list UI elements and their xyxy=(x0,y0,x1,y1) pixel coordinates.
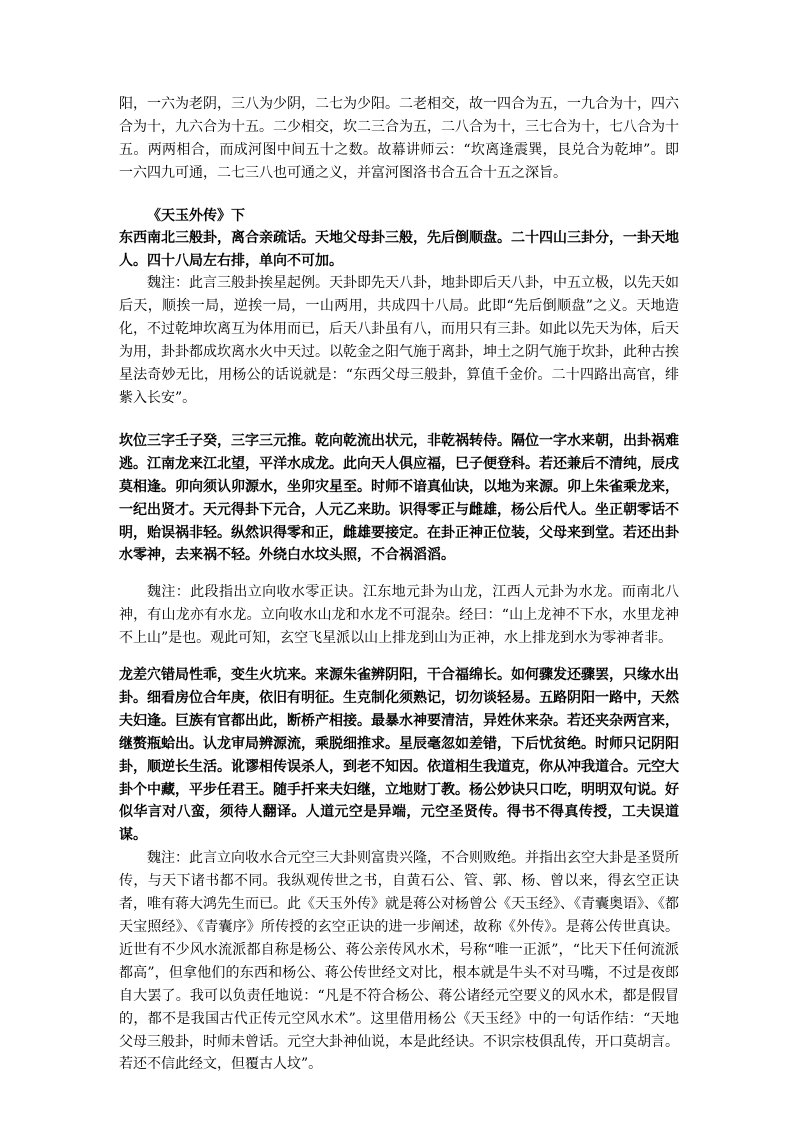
document-page xyxy=(119,93,679,1076)
commentary-three-trigrams: 魏注：此言三般卦挨星起例。天卦即先天八卦，地卦即后天八卦，中五立极，以先天如后天，顺挨一局，逆挨一局，一山两用，共成四十八局。此即“先后倒顺盘”之义。天地造化，不过乾坤坎离互为体用而已，后天八卦虽有八，而用只有三卦。如此以先天为体，后天为用，卦卦都成坎离水火中天过。以乾金之阳气施于离卦，坤土之阴气施于坎卦，此种古挨星法奇妙无比，用杨公的话说就是：“东西父母三般卦，算值千金价。二十四路出高官，绯紫入长安”。 xyxy=(119,275,679,406)
section-title: 《天玉外传》下 xyxy=(147,207,245,224)
verse-three-trigrams: 东西南北三般卦，离合亲疏话。天地父母卦三般，先后倒顺盘。二十四山三卦分，一卦天地人。四十八局左右排，单向不可加。 xyxy=(119,229,679,269)
commentary-kan-position: 魏注：此段指出立向收水零正诀。江东地元卦为山龙，江西人元卦为水龙。而南北八神，有山龙亦有水龙。立向收水山龙和水龙不可混杂。经曰：“山上龙神不下水，水里龙神不上山”是也。观此可知，玄空飞星派以山上排龙到山为正神，水上排龙到水为零神者非。 xyxy=(119,584,679,647)
paragraph-river-diagram: 阳，一六为老阴，三八为少阴，二七为少阳。二老相交，故一四合为五，一九合为十，四六合为十，九六合为十五。二少相交，坎二三合为五，二八合为十，三七合为十，七八合为十五。两两相合，而成河图中间五十之数。故幕讲师云：“坎离逢震巽，艮兑合为乾坤”。即一六四九可通，二七三八也可通之义，并富河图洛书合五合十五之深旨。 xyxy=(119,96,679,181)
verse-dragon-error: 龙差穴错局性乖，变生火坑来。来源朱雀辨阴阳，干合福绵长。如何骤发还骤罢，只缘水出卦。细看房位合年庚，依旧有明征。生克制化须熟记，切勿谈轻易。五路阴阳一路中，天然夫妇逢。巨族有官都出此，断桥产相接。最暴水神要清洁，异姓休来杂。若还夹杂两宫来，继赘瓶蛤出。认龙审局辨源流，乘脱细推求。星辰毫忽如差错，下后忧贫绝。时师只记阴阳卦，顺逆长生活。讹谬相传误杀人，到老不知因。依道相生我道克，你从冲我道合。元空大卦个中藏，平步任君王。随手扦来夫妇继，立地财丁教。杨公妙诀只口吃，明明双句说。好似华言对八蛮，须待人翻译。人道元空是异端，元空圣贤传。得书不得真传授，工夫误道谋。 xyxy=(119,667,679,844)
verse-kan-position: 坎位三字壬子癸，三字三元推。乾向乾流出状元，非乾祸转侍。隔位一字水来朝，出卦祸难逃。江南龙来江北望，平洋水成龙。此向天人俱应福，巳子便登科。若还兼后不清纯，辰戌莫相逢。卯向须认卯源水，坐卯灾星至。时师不谙真仙诀，以地为来源。卯上朱雀乘龙来，一纪出贤才。天元得卦下元合，人元乙来助。识得零正与雌雄，杨公后代人。坐正朝零话不明，贻误祸非轻。纵然识得零和正，雌雄要接定。在卦正神正位装，父母来到堂。若还出卦水零神，去来祸不轻。外绕白水坟头照，不合祸滔滔。 xyxy=(119,432,679,564)
commentary-dragon-error: 魏注：此言立向收水合元空三大卦则富贵兴隆，不合则败绝。并指出玄空大卦是圣贤所传，与天下诸书都不同。我纵观传世之书，自黄石公、管、郭、杨、曾以来，得玄空正诀者，唯有蒋大鸿先生而已。此《天玉外传》就是蒋公对杨曾公《天玉经》、《青囊奥语》、《都天宝照经》、《青囊序》所传授的玄空正诀的进一步阐述，故称《外传》。是蒋公传世真诀。近世有不少风水流派都自称是杨公、蒋公亲传风水术，号称“唯一正派”，“比天下任何流派都高”，但拿他们的东西和杨公、蒋公传世经文对比，根本就是牛头不对马嘴，不过是夜郎自大罢了。我可以负责任地说：“凡是不符合杨公、蒋公诸经元空要义的风水术，都是假冒的，都不是我国古代正传元空风水术”。这里借用杨公《天玉经》中的一句话作结：“天地父母三般卦，时师未曾话。元空大卦神仙说，本是此经诀。不识宗枝俱乱传，开口莫胡言。若还不信此经文，但覆古人坟”。 xyxy=(119,850,679,1073)
